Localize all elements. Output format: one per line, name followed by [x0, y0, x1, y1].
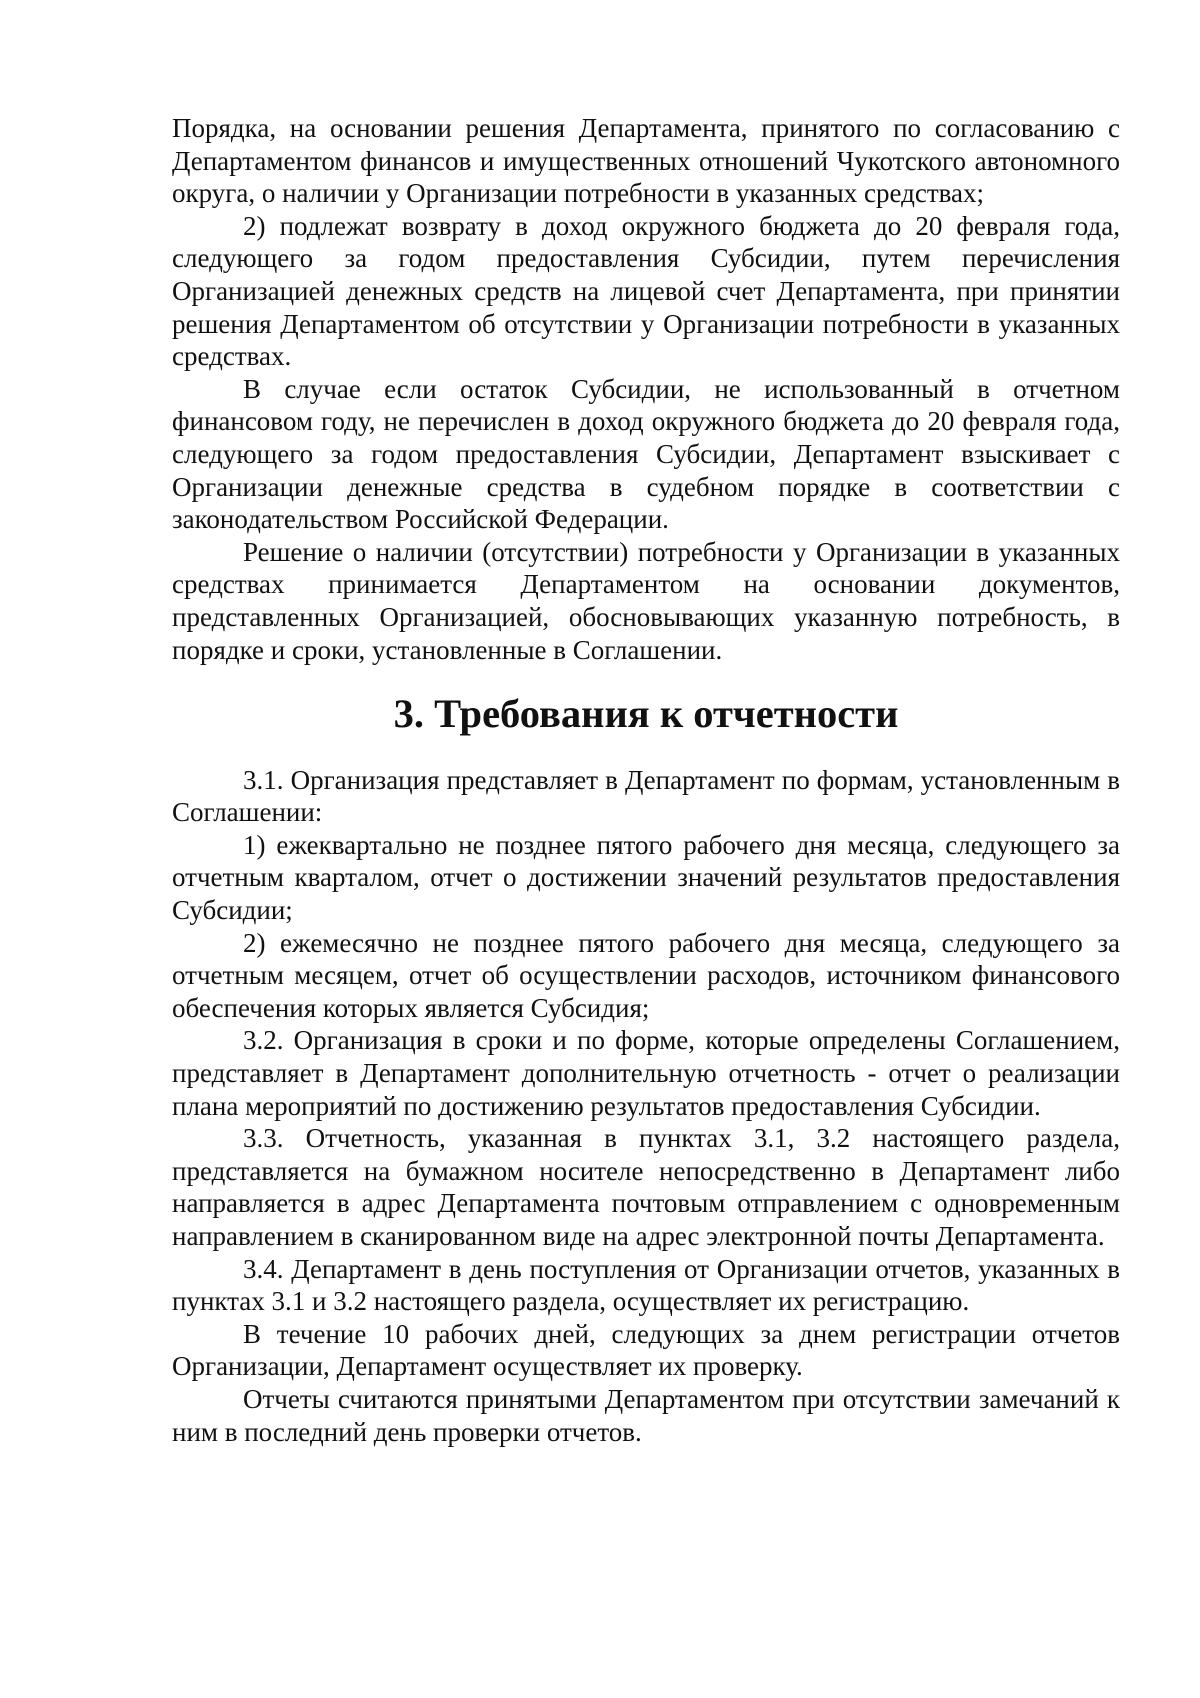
paragraph-3-4: 3.4. Департамент в день поступления от Организации отчетов, указанных в пунктах 3.1 и 3.2 настоящего раздела, осуществляет их регистрацию. — [172, 1253, 1120, 1317]
document-page — [172, 112, 1120, 1448]
paragraph-unreturned-balance: В случае если остаток Субсидии, не использованный в отчетном финансовом году, не перечислен в доход окружного бюджета до 20 февраля года, следующего за годом предоставления Субсидии, Департамент взыскивает с Организации денежные средства в судебном порядке в соответствии с законодательством Российской Федерации. — [172, 373, 1120, 535]
paragraph-3-1-item-2: 2) ежемесячно не позднее пятого рабочего дня месяца, следующего за отчетным месяцем, отчет об осуществлении расходов, источником финансового обеспечения которых является Субсидия; — [172, 927, 1120, 1023]
paragraph-review-period: В течение 10 рабочих дней, следующих за днем регистрации отчетов Организации, Департамент осуществляет их проверку. — [172, 1318, 1120, 1382]
paragraph-need-decision: Решение о наличии (отсутствии) потребности у Организации в указанных средствах принимается Департаментом на основании документов, представленных Организацией, обосновывающих указанную потребность, в порядке и сроки, установленные в Соглашении. — [172, 536, 1120, 665]
paragraph-3-1-item-1: 1) ежеквартально не позднее пятого рабочего дня месяца, следующего за отчетным кварталом, отчет о достижении значений результатов предоставления Субсидии; — [172, 829, 1120, 926]
section-heading: 3. Требования к отчетности — [393, 691, 899, 737]
paragraph-continuation: Порядка, на основании решения Департамента, принятого по согласованию с Департаментом финансов и имущественных отношений Чукотского автономного округа, о наличии у Организации потребности в указанных средствах; — [172, 113, 1120, 209]
paragraph-3-2: 3.2. Организация в сроки и по форме, которые определены Соглашением, представляет в Департамент дополнительную отчетность - отчет о реализации плана мероприятий по достижению результатов предоставления Субсидии. — [172, 1025, 1120, 1121]
paragraph-3-3: 3.3. Отчетность, указанная в пунктах 3.1, 3.2 настоящего раздела, представляется на бумажном носителе непосредственно в Департамент либо направляется в адрес Департамента почтовым отправлением с одновременным направлением в сканированном виде на адрес электронной почты Департамента. — [172, 1123, 1120, 1251]
paragraph-acceptance: Отчеты считаются принятыми Департаментом при отсутствии замечаний к ним в последний день проверки отчетов. — [172, 1383, 1120, 1447]
paragraph-3-1: 3.1. Организация представляет в Департамент по формам, установленным в Соглашении: — [172, 764, 1120, 828]
paragraph-return-clause: 2) подлежат возврату в доход окружного бюджета до 20 февраля года, следующего за годом предоставления Субсидии, путем перечисления Организацией денежных средств на лицевой счет Департамента, при принятии решения Департаментом об отсутствии у Организации потребности в указанных средствах. — [172, 210, 1120, 372]
